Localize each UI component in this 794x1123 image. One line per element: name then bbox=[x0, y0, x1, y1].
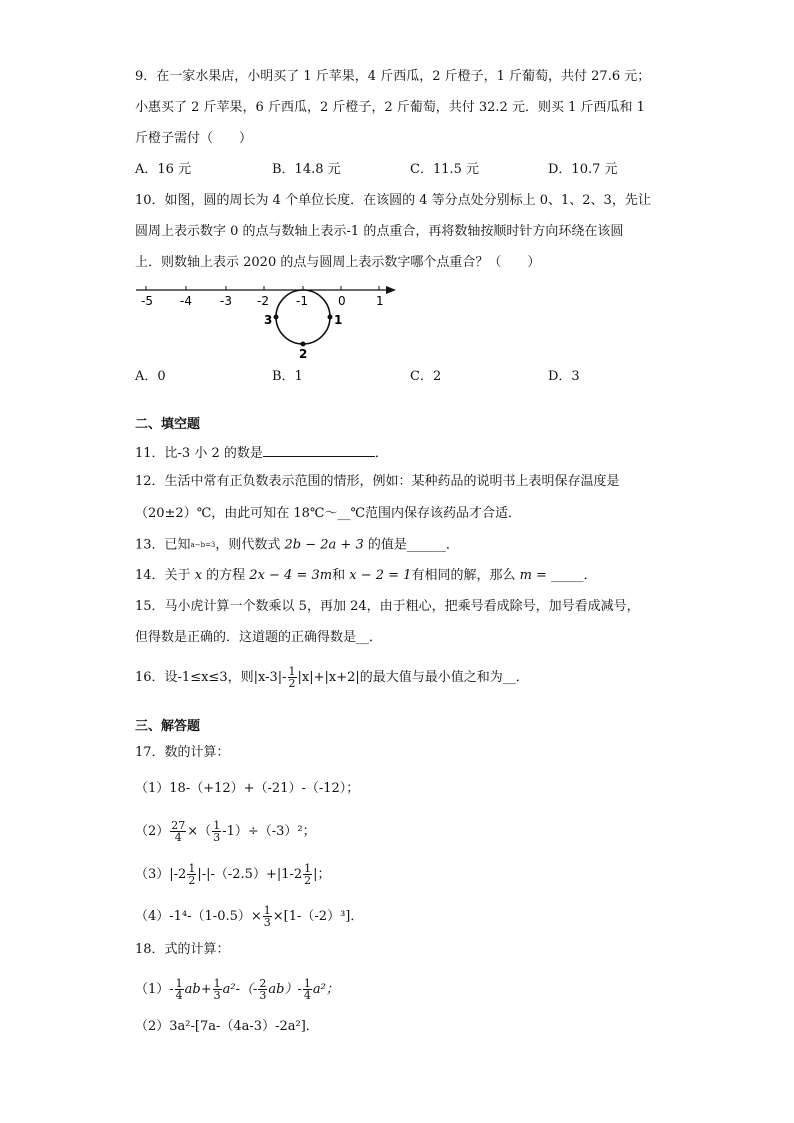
q18-p1-term-d: a²； bbox=[312, 982, 339, 997]
q18-part1 bbox=[135, 978, 339, 1001]
circle-label-1: 1 bbox=[334, 313, 343, 327]
tick-label: -2 bbox=[257, 294, 269, 308]
q9-line2: 小惠买了 2 斤苹果，6 斤西瓜，2 斤橙子，2 斤葡萄，共付 32.2 元．则买 1 斤西瓜和 1 bbox=[135, 100, 645, 115]
q11 bbox=[135, 442, 388, 463]
q13-text: 13．已知 bbox=[135, 537, 191, 553]
frac-num: 27 bbox=[171, 819, 186, 832]
q9-option-b: B．14.8 元 bbox=[272, 162, 341, 177]
frac-den: 3 bbox=[259, 989, 267, 1002]
q13-text-mid: ，则代数式 bbox=[215, 537, 285, 553]
circle-point-3 bbox=[274, 315, 279, 320]
q18-p1-frac3 bbox=[258, 978, 267, 1001]
q14-text-4: 有相同的解，那么 bbox=[411, 568, 520, 583]
q17-title: 17．数的计算： bbox=[135, 745, 230, 760]
q10-line1: 10．如图，圆的周长为 4 个单位长度．在该圆的 4 等分点处分别标上 0、1、2、3，先让 bbox=[135, 193, 651, 208]
q14-var-m: m bbox=[519, 568, 532, 583]
q12-line1: 12．生活中常有正负数表示范围的情形，例如：某种药品的说明书上表明保存温度是 bbox=[135, 474, 620, 489]
q11-text: 11．比-3 小 2 的数是 bbox=[135, 446, 263, 461]
q17-p2-label: （2） bbox=[135, 824, 170, 839]
q9-option-d: D．10.7 元 bbox=[548, 162, 618, 177]
q9-line3: 斤橙子需付（ ） bbox=[135, 131, 253, 146]
q13-condition: a−b=3 bbox=[190, 541, 216, 549]
q17-p3-mid: |-|-（-2.5）+|1-2 bbox=[197, 867, 303, 882]
q14-text-3: 和 bbox=[332, 568, 350, 583]
tick-label: -1 bbox=[296, 294, 308, 308]
q17-p2-end: -1）÷（-3）²； bbox=[222, 824, 316, 839]
q17-p4-end: ×[1-（-2）³]． bbox=[272, 909, 364, 924]
q17-part1: （1）18-（+12）+（-21）-（-12）； bbox=[135, 781, 360, 796]
q10-option-b: B．1 bbox=[272, 369, 303, 384]
q14-var-x: x bbox=[194, 568, 203, 583]
q16-text: 16．设-1≤x≤3，则|x-3|- bbox=[135, 670, 287, 685]
circle-label-3: 3 bbox=[264, 313, 273, 327]
frac-num: 1 bbox=[213, 819, 221, 832]
frac-den: 2 bbox=[304, 874, 312, 887]
q17-p4-label: （4）-1⁴-（1-0.5）× bbox=[135, 909, 262, 924]
q18-p1-frac2 bbox=[213, 978, 222, 1001]
q17-p3-label: （3）|-2 bbox=[135, 867, 187, 882]
q15-line2: 但得数是正确的．这道题的正确得数是__． bbox=[135, 630, 383, 645]
tick-label: -5 bbox=[141, 294, 153, 308]
q13-text-end: 的值是______． bbox=[363, 537, 459, 553]
q17-p2-frac1 bbox=[170, 820, 186, 843]
section-title-answer: 三、解答题 bbox=[135, 719, 201, 734]
q17-p2-mid: ×（ bbox=[187, 824, 212, 839]
q16-fraction bbox=[288, 666, 297, 689]
tick-label: 0 bbox=[338, 294, 346, 308]
q18-p1-frac4 bbox=[303, 978, 312, 1001]
circle-label-2: 2 bbox=[299, 347, 308, 361]
q14-equation-2: x − 2 = 1 bbox=[349, 568, 412, 583]
circle-point-2 bbox=[301, 342, 306, 347]
q17-p3-end: |； bbox=[313, 867, 331, 882]
q14-text: 14．关于 bbox=[135, 568, 195, 583]
q18-p1-label: （1）- bbox=[135, 982, 174, 997]
q17-p3-frac1 bbox=[187, 863, 196, 886]
frac-num: 1 bbox=[213, 977, 221, 990]
frac-num: 1 bbox=[303, 977, 311, 990]
q17-part2 bbox=[135, 820, 316, 843]
q11-end: ． bbox=[374, 446, 388, 461]
q9-option-a: A．16 元 bbox=[135, 162, 192, 177]
frac-num: 2 bbox=[259, 977, 267, 990]
frac-den: 4 bbox=[175, 989, 183, 1002]
frac-den: 4 bbox=[303, 989, 311, 1002]
q16-frac-den: 2 bbox=[288, 677, 296, 690]
q14-equation-1: 2x − 4 = 3m bbox=[249, 568, 333, 583]
q18-p1-term-c: ab）- bbox=[268, 982, 302, 997]
q10-line3: 上．则数轴上表示 2020 的点与圆周上表示数字哪个点重合？（ ） bbox=[135, 255, 541, 270]
section-title-fill-in: 二、填空题 bbox=[135, 417, 201, 432]
frac-den: 3 bbox=[213, 831, 221, 844]
tick-label: -3 bbox=[220, 294, 232, 308]
q18-p1-term-a: ab+ bbox=[184, 982, 212, 997]
q15-line1: 15．马小虎计算一个数乘以 5，再加 24，由于粗心，把乘号看成除号，加号看成减号， bbox=[135, 599, 640, 614]
frac-den: 3 bbox=[263, 916, 271, 929]
q17-part3 bbox=[135, 863, 331, 886]
q16 bbox=[135, 666, 529, 689]
q14-text-end: = _____． bbox=[531, 568, 597, 583]
number-line-circle-figure bbox=[130, 280, 410, 365]
q13-expression: 2b − 2a + 3 bbox=[284, 537, 364, 553]
q10-option-a: A．0 bbox=[135, 369, 166, 384]
frac-num: 1 bbox=[188, 862, 196, 875]
q17-p4-frac bbox=[263, 905, 272, 928]
q18-p1-frac1 bbox=[175, 978, 184, 1001]
q18-part2: （2）3a²-[7a-（4a-3）-2a²]． bbox=[135, 1019, 319, 1034]
q14-text-2: 的方程 bbox=[202, 568, 250, 583]
q14 bbox=[135, 567, 597, 585]
q17-part4 bbox=[135, 905, 363, 928]
q17-p3-frac2 bbox=[303, 863, 312, 886]
frac-den: 3 bbox=[213, 989, 221, 1002]
q10-line2: 圆周上表示数字 0 的点与数轴上表示-1 的点重合，再将数轴按顺时针方向环绕在该圆 bbox=[135, 224, 624, 239]
q17-p2-frac2 bbox=[212, 820, 221, 843]
q9-option-c: C．11.5 元 bbox=[410, 162, 480, 177]
q11-answer-blank[interactable] bbox=[263, 442, 375, 457]
q9-line1: 9．在一家水果店，小明买了 1 斤苹果，4 斤西瓜，2 斤橙子，1 斤葡萄，共付 27.6 元； bbox=[135, 69, 651, 84]
frac-den: 4 bbox=[174, 831, 182, 844]
frac-num: 1 bbox=[263, 904, 271, 917]
tick-label: -4 bbox=[180, 294, 192, 308]
frac-den: 2 bbox=[188, 874, 196, 887]
q12-line2: （20±2）℃，由此可知在 18℃～__℃范围内保存该药品才合适． bbox=[135, 506, 522, 521]
frac-num: 1 bbox=[304, 862, 312, 875]
circle-point-1 bbox=[328, 315, 333, 320]
q18-p1-term-b: a²-（- bbox=[222, 982, 258, 997]
frac-num: 1 bbox=[175, 977, 183, 990]
q13 bbox=[135, 536, 459, 555]
q16-text-end: |x|+|x+2|的最大值与最小值之和为__． bbox=[297, 670, 529, 685]
q18-title: 18．式的计算： bbox=[135, 942, 230, 957]
q10-option-d: D．3 bbox=[548, 369, 580, 384]
number-line-arrow bbox=[386, 286, 396, 294]
tick-label: 1 bbox=[376, 294, 384, 308]
q16-frac-num: 1 bbox=[288, 665, 296, 678]
q10-option-c: C．2 bbox=[410, 369, 442, 384]
